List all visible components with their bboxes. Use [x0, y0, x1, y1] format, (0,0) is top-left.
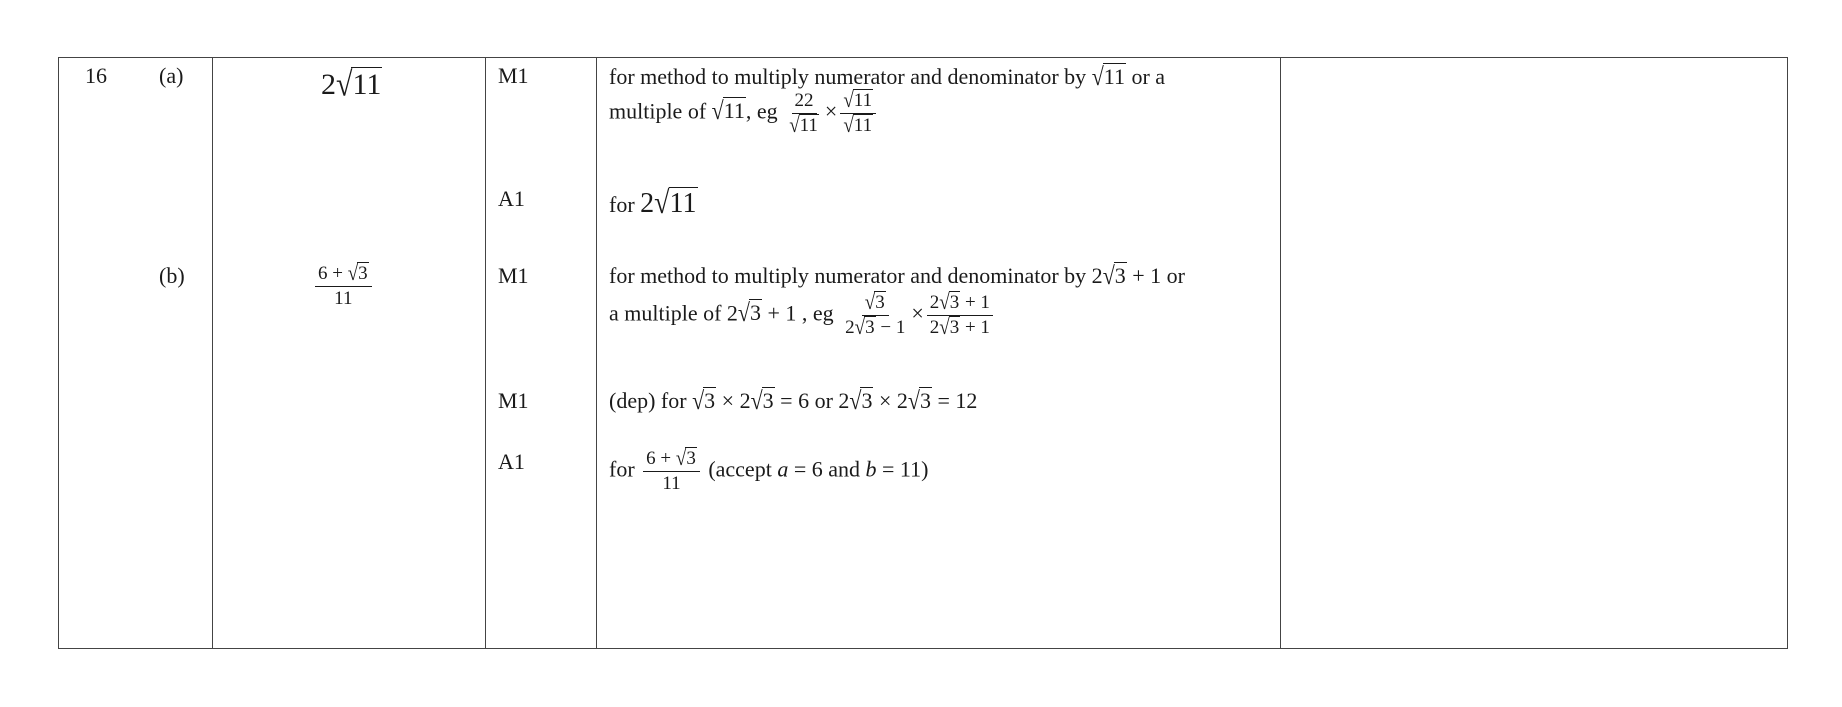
part-b-label: (b)	[159, 263, 185, 288]
mark-code: A1	[498, 449, 525, 474]
part-a-label: (a)	[159, 63, 184, 88]
mark-note-line: for method to multiply numerator and denominator by 2√3 + 1 or	[609, 261, 1185, 290]
mark-scheme-table	[58, 57, 1788, 649]
example-fraction: $\frac{√3}{2√3 - 1}$	[845, 290, 906, 340]
mark-code: M1	[498, 388, 529, 413]
column-divider	[596, 58, 597, 648]
mark-note-line: (dep) for √3 × 2√3 = 6 or 2√3 × 2√3 = 12	[609, 386, 978, 415]
mark-note-line: multiple of √11, eg $\frac{22}{√11}$ × $\frac{√11}{√11}$	[609, 90, 879, 137]
question-number: 16	[85, 63, 107, 88]
mark-code: M1	[498, 263, 529, 288]
example-fraction: $\frac{√11}{√11}$	[840, 90, 876, 137]
mark-note-line: for method to multiply numerator and denominator by √11 or a	[609, 62, 1166, 91]
part-a-answer: 2√11	[321, 65, 382, 104]
column-divider	[212, 58, 213, 648]
mark-code: M1	[498, 63, 529, 88]
final-answer-fraction: $\frac{6 + √3}{11}$	[643, 448, 700, 495]
mark-note-line: a multiple of 2√3 + 1 , eg $\frac{√3}{2√3 - 1}$ × $\frac{2√3 + 1}{2√3 + 1}$	[609, 292, 996, 339]
mark-note-line: for 2√11	[609, 185, 697, 222]
example-fraction: $\frac{2√3 + 1}{2√3 + 1}$	[927, 292, 993, 339]
column-divider	[1280, 58, 1281, 648]
mark-note-line: for $\frac{6 + √3}{11}$ (accept a = 6 and b = 11)	[609, 446, 929, 494]
mark-code: A1	[498, 186, 525, 211]
part-b-answer: $\frac{6 + √3}{11}$	[312, 263, 375, 310]
column-divider	[485, 58, 486, 648]
example-fraction: $\frac{22}{√11}$	[789, 90, 818, 138]
